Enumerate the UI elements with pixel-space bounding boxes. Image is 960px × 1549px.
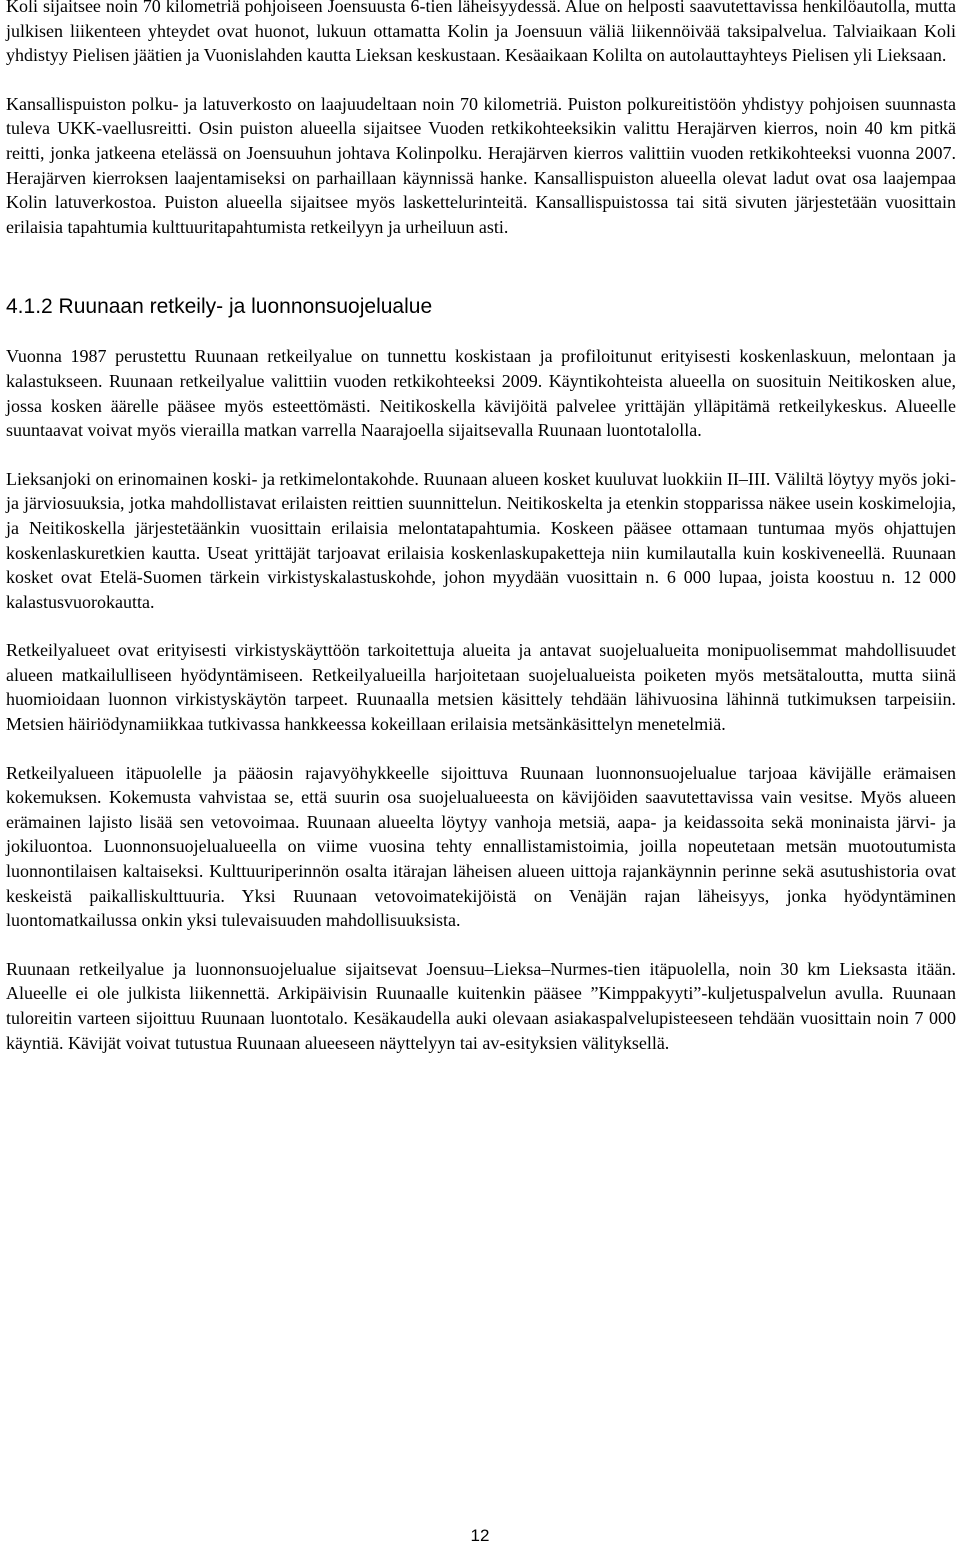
paragraph-ruunaan-retkeilyalue: Vuonna 1987 perustettu Ruunaan retkeilyalue on tunnettu koskistaan ja profiloitunut erityisesti koskenlaskuun, melontaan ja kalastukseen. Ruunaan retkeilyalue valittiin vuoden retkikohteeksi 2009. Käyntikohteista alueella on suosituin Neitikosken alue, jossa kosken äärelle pääsee myös esteettömästi. Neitikoskella kävijöitä palvelee yrittäjän ylläpitämä retkeilykeskus. Alueelle suuntaavat voivat myös vierailla matkan varrella Naarajoella sijaitsevalla Ruunaan luontotalolla. (6, 346, 956, 441)
paragraph-kansallispuiston-reitit: Kansallispuiston polku- ja latuverkosto on laajuudeltaan noin 70 kilometriä. Puiston polkureitistöön yhdistyy pohjoisen suunnasta tuleva UKK-vaellusreitti. Osin puiston alueella sijaitsee Vuoden retkikohteeksikin valittu Herajärven kierros, noin 40 km pitkä reitti, jonka jatkeena etelässä on Joensuuhun johtava Kolinpolku. Herajärven kierros valittiin vuoden retkikohteeksi vuonna 2007. Herajärven kierroksen laajentamiseksi on parhaillaan käynnissä hanke. Kansallispuiston alueella olevat ladut ovat osa laajempaa Kolin latuverkostoa. Puiston alueella sijaitsee myös laskettelurinteitä. Kansallispuistossa tai sitä sivuten järjestetään vuosittain erilaisia tapahtumia kulttuuritapahtumista retkeilyyn ja urheiluun asti. (6, 93, 956, 237)
page-number: 12 (470, 1526, 490, 1545)
paragraph-kolin-saavutettavuus: Koli sijaitsee noin 70 kilometriä pohjoiseen Joensuusta 6-tien läheisyydessä. Alue on helposti saavutettavissa henkilöautolla, mutta julkisen liikenteen yhteydet ovat huonot, lukuun ottamatta Kolin ja Joensuun väliä liikennöivää taksipalvelua. Talviaikaan Koli yhdistyy Pielisen jäätien ja Vuonislahden kautta Lieksan keskustaan. Kesäaikaan Kolilta on autolauttayhteys Pielisen yli Lieksaan. (6, 0, 956, 66)
paragraph-lieksanjoki: Lieksanjoki on erinomainen koski- ja retkimelontakohde. Ruunaan alueen kosket kuuluvat luokkiin II–III. Väliltä löytyy myös joki- ja järviosuuksia, jotka mahdollistavat erilaisten reittien suunnittelun. Neitikoskelta ja etenkin stopparissa näkee usein koskimelojia, ja Neitikoskella järjestetäänkin vuosittain erilaisia melontatapahtumia. Koskeen pääsee ottamaan tuntumaa myös ohjattujen koskenlaskuretkien kautta. Useat yrittäjät tarjoavat erilaisia koskenlaskupaketteja niin kumilautalla kuin koskiveneellä. Ruunaan kosket ovat Etelä-Suomen tärkein virkistyskalastuskohde, johon myydään vuosittain n. 6 000 lupaa, joista koostuu n. 12 000 kalastusvuorokautta. (6, 468, 956, 612)
paragraph-luonnonsuojelualue: Retkeilyalueen itäpuolelle ja pääosin rajavyöhykkeelle sijoittuva Ruunaan luonnonsuojelualue tarjoaa kävijälle erämaisen kokemuksen. Kokemusta vahvistaa se, että suurin osa suojelualueesta on kävijöiden saavutettavissa vain vesitse. Myös alueen erämainen lajisto lisää sen vetovoimaa. Ruunaan alueelta löytyy vanhoja metsiä, aapa- ja keidassoita sekä moninaista järvi- ja jokiluontoa. Luonnonsuojelualueella on viime vuosina tehty ennallistamistoimia, joilla nopeutetaan metsän muotoutumista luonnontilaisen kaltaiseksi. Kulttuuriperinnön osalta itärajan läheisen alueen uittoja rajankäynnin perinne sekä asutushistoria ovat keskeistä paikalliskulttuuria. Yksi Ruunaan vetovoimatekijöistä on Venäjän rajan läheisyys, jonka hyödyntäminen luontomatkailussa onkin yksi tulevaisuuden mahdollisuuksista. (6, 762, 956, 931)
paragraph-ruunaan-sijainti: Ruunaan retkeilyalue ja luonnonsuojelualue sijaitsevat Joensuu–Lieksa–Nurmes-tien itäpuolella, noin 30 km Lieksasta itään. Alueelle ei ole julkista liikennettä. Arkipäivisin Ruunaalle kuitenkin pääsee ”Kimppakyyti”-kuljetuspalvelun avulla. Ruunaan tuloreitin varteen sijoittuu Ruunaan luontotalo. Kesäkaudella auki olevaan asiakaspalvelupisteeseen tehdään vuosittain noin 7 000 käyntiä. Kävijät voivat tutustua Ruunaan alueeseen näyttelyyn tai av-esityksien välityksellä. (6, 958, 956, 1053)
document-page (6, 0, 956, 1055)
section-heading: 4.1.2 Ruunaan retkeily- ja luonnonsuojelualue (6, 295, 433, 319)
paragraph-retkeilyalueet: Retkeilyalueet ovat erityisesti virkistyskäyttöön tarkoitettuja alueita ja antavat suojelualueita monipuolisemmat mahdollisuudet alueen matkailulliseen hyödyntämiseen. Retkeilyalueilla harjoitetaan suojelualueista poiketen myös metsätaloutta, mutta siinä huomioidaan luonnon virkistyskäytön tarpeet. Ruunaalla metsien käsittely tehdään lähivuosina lähinnä tutkimuksen tarpeisiin. Metsien häiriödynamiikkaa tutkivassa hankkeessa kokeillaan erilaisia metsänkäsittelyn menetelmiä. (6, 640, 956, 735)
